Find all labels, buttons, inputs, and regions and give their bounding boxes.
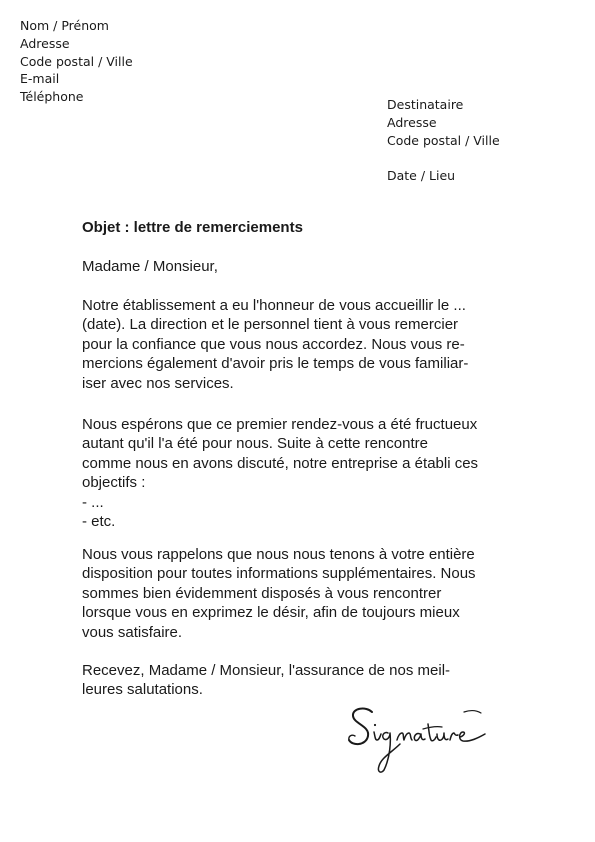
objective-item: - ...: [82, 493, 104, 511]
paragraph-line: vous satisfaire.: [82, 623, 183, 641]
paragraph-objectives: [82, 415, 522, 531]
date-place: Date / Lieu: [387, 168, 456, 183]
paragraph-line: iser avec nos services.: [82, 374, 234, 392]
paragraph-line: Nous vous rappelons que nous nous tenons à votre entière: [82, 546, 475, 563]
paragraph-line: mercions également d'avoir pris le temps de vous familiar-: [82, 355, 469, 373]
recipient-name: Destinataire: [387, 97, 464, 112]
paragraph-line: sommes bien évidemment disposés à vous rencontrer: [82, 584, 442, 602]
paragraph-line: Nous espérons que ce premier rendez-vous a été fructueux: [82, 416, 478, 433]
sender-email: E-mail: [20, 71, 60, 87]
paragraph-line: comme nous en avons discuté, notre entreprise a établi ces: [82, 454, 479, 472]
signature-image: [344, 700, 494, 775]
paragraph-closing: [82, 661, 522, 700]
recipient-postal-city: Code postal / Ville: [387, 132, 500, 148]
sender-block: [20, 17, 133, 106]
paragraph-line: disposition pour toutes informations supplémentaires. Nous: [82, 565, 476, 583]
paragraph-line: objectifs :: [82, 474, 146, 492]
letter-salutation: Madame / Monsieur,: [82, 258, 218, 275]
paragraph-line: Recevez, Madame / Monsieur, l'assurance de nos meil-: [82, 662, 451, 679]
objective-item: - etc.: [82, 513, 116, 531]
paragraph-line: leures salutations.: [82, 681, 203, 699]
paragraph-thanks: [82, 296, 522, 393]
paragraph-line: lorsque vous en exprimez le désir, afin de toujours mieux: [82, 604, 460, 622]
paragraph-line: Notre établissement a eu l'honneur de vous accueillir le ...: [82, 297, 466, 314]
recipient-address: Adresse: [387, 114, 437, 130]
sender-phone: Téléphone: [20, 89, 84, 105]
sender-postal-city: Code postal / Ville: [20, 53, 133, 69]
paragraph-line: pour la confiance que vous nous accordez. Nous vous re-: [82, 335, 465, 353]
sender-address: Adresse: [20, 35, 70, 51]
sender-name: Nom / Prénom: [20, 18, 109, 33]
letter-subject: Objet : lettre de remerciements: [82, 219, 303, 236]
paragraph-line: (date). La direction et le personnel tient à vous remercier: [82, 316, 459, 334]
recipient-block: [387, 96, 500, 149]
paragraph-availability: [82, 545, 522, 642]
paragraph-line: autant qu'il l'a été pour nous. Suite à cette rencontre: [82, 435, 428, 453]
